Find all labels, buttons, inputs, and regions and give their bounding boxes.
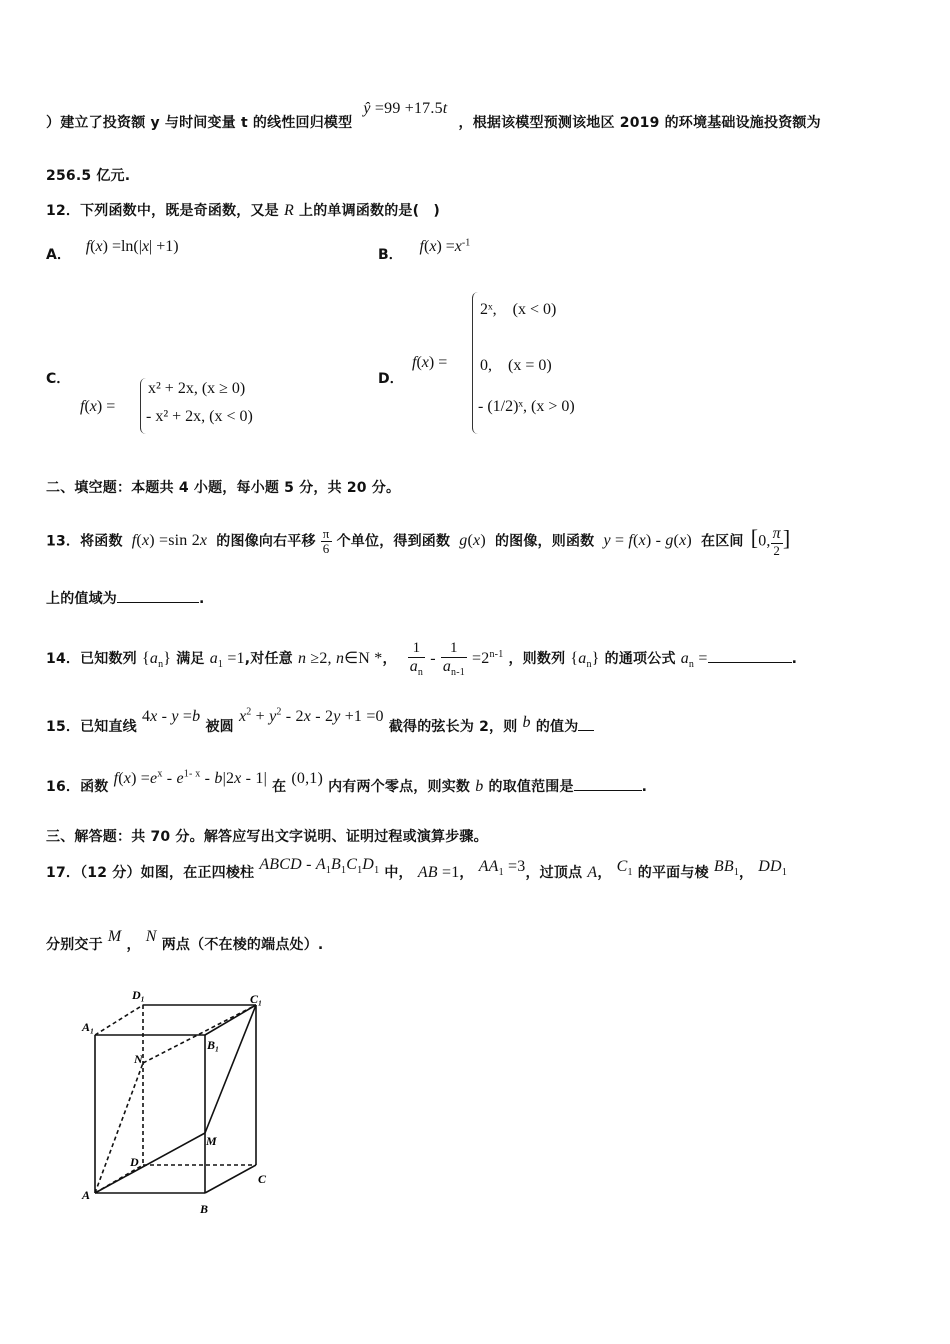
prev-line-1 <box>46 100 904 132</box>
label-a: A <box>82 1188 91 1202</box>
q14-answer-blank[interactable] <box>708 648 792 663</box>
q17-line-2: 分别交于 M ， N 两点（不在棱的端点处）. <box>46 928 324 953</box>
q15-stem: 15．已知直线 4x - y =b 被圆 $x^2 + y^2 - 2x - 2y +1 =0$ 截得的弦长为 2，则 b 的值为 <box>46 716 904 736</box>
prev-text-before: ）建立了投资额 y 与时间变量 t 的线性回归模型 <box>46 115 353 131</box>
label-a1: A₁ <box>82 1020 95 1034</box>
label-n: N <box>134 1052 143 1066</box>
q16-answer-blank[interactable] <box>574 776 642 791</box>
q12-option-c-case1: x² + 2x, (x ≥ 0) <box>148 380 246 397</box>
section-2-heading: 二、填空题：本题共 4 小题，每小题 5 分，共 20 分。 <box>46 480 401 496</box>
prism-figure <box>80 985 280 1220</box>
q12-option-a: A． f(x) =ln(|x| +1) <box>46 238 179 263</box>
q12-option-d-case2: 0, (x = 0) <box>480 357 552 374</box>
label-c1: C₁ <box>250 992 263 1006</box>
q13-tail: 上的值域为 . <box>46 588 904 608</box>
prev-result: 256.5 亿元. <box>46 168 131 184</box>
q12-option-d-label: D． <box>378 371 404 387</box>
q12-option-c-label: C． <box>46 371 71 387</box>
q12-option-d-case1: 2ˣ, (x < 0) <box>480 301 557 318</box>
label-b1: B₁ <box>207 1038 220 1052</box>
q15-answer-blank[interactable] <box>578 716 594 731</box>
label-d1: D₁ <box>132 988 145 1002</box>
label-m: M <box>206 1134 217 1148</box>
q16-stem: 16．函数 $f(x) =e^x - e^{1- x} - b|2x - 1|$ 在 (0,1) 内有两个零点，则实数 b 的取值范围是 . <box>46 768 648 795</box>
q12-option-c-case2: - x² + 2x, (x < 0) <box>146 408 253 425</box>
label-c: C <box>258 1172 267 1186</box>
q12-option-b: B． $f(x) =x^{-1}$ <box>378 237 471 263</box>
regression-model: ŷ =99 +17.5t <box>363 100 448 117</box>
q12-option-d-case3: - (1/2)ˣ, (x > 0) <box>478 398 575 415</box>
q13-stem: 13．将函数 f(x) =sin 2x 的图像向右平移 $\frac{\pi}{6}$ 个单位，得到函数 g(x) 的图像，则函数 y = f(x) - g(x) 在区间 [0, $\frac{\pi}{2}$ ] <box>46 525 791 558</box>
label-b: B <box>200 1202 209 1216</box>
q12-option-b-expr: $f(x) =x^{-1}$ <box>419 237 471 255</box>
q12-stem: 12．下列函数中，既是奇函数，又是 R 上的单调函数的是( ) <box>46 202 441 219</box>
q13-answer-blank[interactable] <box>117 588 199 603</box>
label-d: D <box>130 1155 139 1169</box>
q12-option-a-expr: f(x) =ln(|x| +1) <box>85 238 179 255</box>
q17-stem: 17．（12 分）如图，在正四棱柱 ABCD - $A_1B_1C_1D_1$ 中， AB =1， $AA_1 =3$，过顶点 A， $C_1$ 的平面与棱 $BB_1$， $DD_1$ <box>46 856 788 881</box>
section-3-heading: 三、解答题：共 70 分。解答应写出文字说明、证明过程或演算步骤。 <box>46 829 488 845</box>
prev-text-after: ，根据该模型预测该地区 2019 的环境基础设施投资额为 <box>458 115 821 131</box>
q14-stem: 14．已知数列 $\{a_n\}$ 满足 $a_1 =1$,对任意 n ≥2, n∈N *， $\frac{1}{a_n}$ - $\frac{1}{a_{n-1}}$ $=2^{n-1}$ ，则数列 $\{a_n\}$ 的通项公式 $a_n$ = . <box>46 640 798 678</box>
